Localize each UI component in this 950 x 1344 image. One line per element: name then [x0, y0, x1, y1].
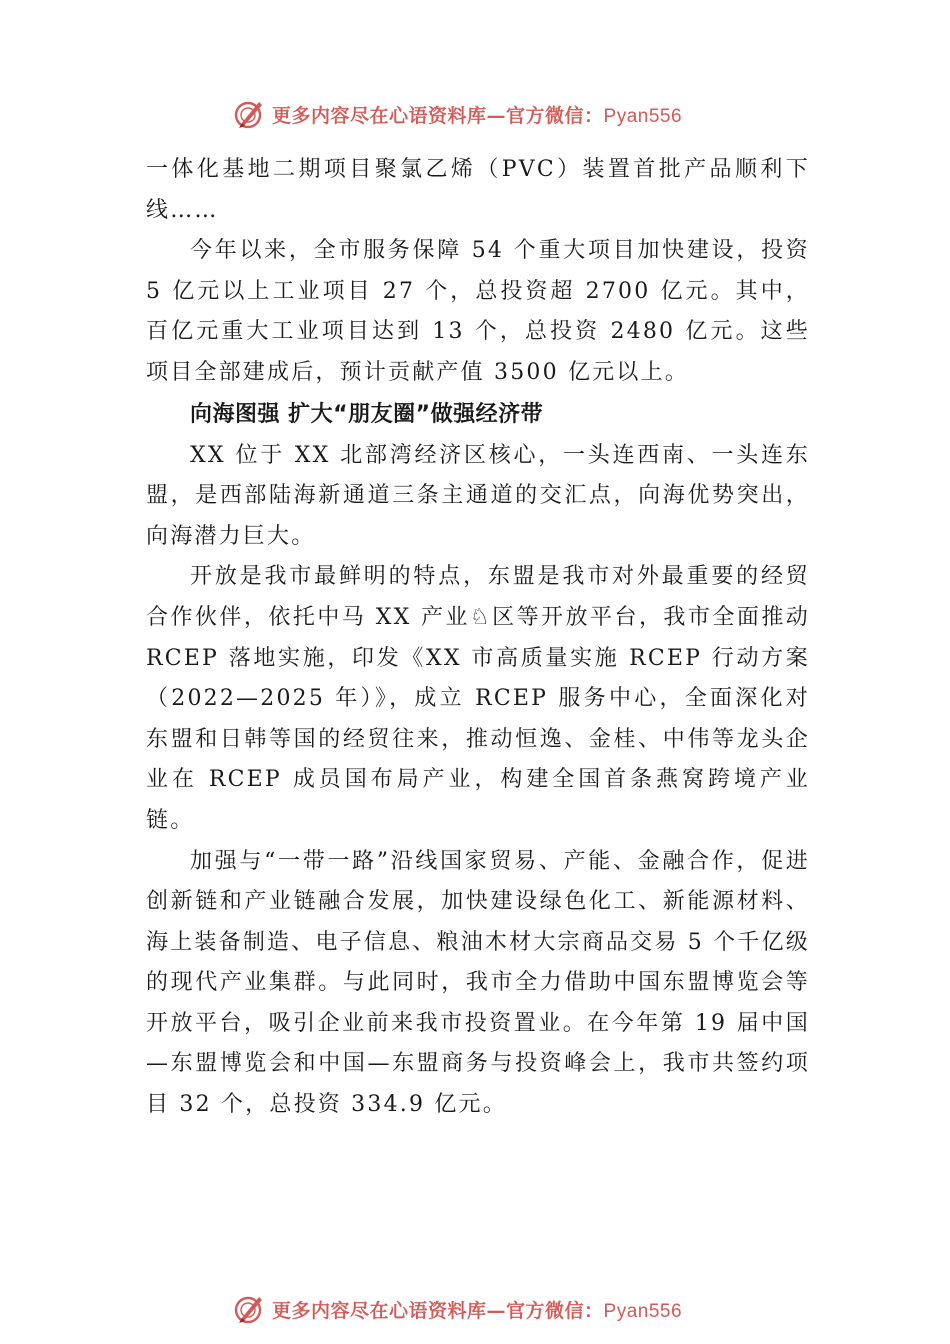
paragraph-belt-road: 加强与“一带一路”沿线国家贸易、产能、金融合作，促进创新链和产业链融合发展，加快建设绿色化工、新能源材料、海上装备制造、电子信息、粮油木材大宗商品交易 5 个千亿级的现代产业集群。与此同时，我市全力借助中国东盟博览会等开放平台，吸引企业前来我市投资置业。在今年第 19 届中国—东盟博览会和中国—东盟商务与投资峰会上，我市共签约项目 32 个，总投资 334.9 亿元。	[146, 848, 810, 1118]
paragraph-location: XX 位于 XX 北部湾经济区核心，一头连西南、一头连东盟，是西部陆海新通道三条主通道的交汇点，向海优势突出，向海潜力巨大。	[146, 442, 810, 549]
paragraph-investment: 今年以来，全市服务保障 54 个重大项目加快建设，投资 5 亿元以上工业项目 27 个，总投资超 2700 亿元。其中，百亿元重大工业项目达到 13 个，总投资 2480 亿元。这些项目全部建成后，预计贡献产值 3500 亿元以上。	[146, 238, 810, 385]
page-header	[232, 97, 732, 131]
header-brand	[272, 101, 682, 128]
footer-brand	[272, 1296, 682, 1323]
footer-wechat-id: Pyan556	[603, 1300, 683, 1322]
page-footer	[232, 1292, 732, 1326]
pen-quill-logo-icon	[232, 1292, 266, 1326]
paragraph-openness: 开放是我市最鲜明的特点，东盟是我市对外最重要的经贸合作伙伴，依托中马 XX 产业♘区等开放平台，我市全面推动 RCEP 落地实施，印发《XX 市高质量实施 RCEP 行动方案（2022—2025 年）》，成立 RCEP 服务中心，全面深化对东盟和日韩等国的经贸往来，推动恒逸、金桂、中伟等龙头企业在 RCEP 成员国布局产业，构建全国首条燕窝跨境产业链。	[146, 564, 810, 833]
article-body	[146, 150, 810, 1126]
header-wechat-id: Pyan556	[603, 105, 683, 127]
paragraph-continued: 一体化基地二期项目聚氯乙烯（PVC）装置首批产品顺利下线……	[146, 157, 810, 223]
header-brand-text: 更多内容尽在心语资料库—官方微信：	[272, 104, 604, 127]
pen-quill-logo-icon	[232, 97, 266, 131]
section-heading: 向海图强 扩大“朋友圈”做强经济带	[190, 401, 544, 427]
footer-brand-text: 更多内容尽在心语资料库—官方微信：	[272, 1299, 604, 1322]
